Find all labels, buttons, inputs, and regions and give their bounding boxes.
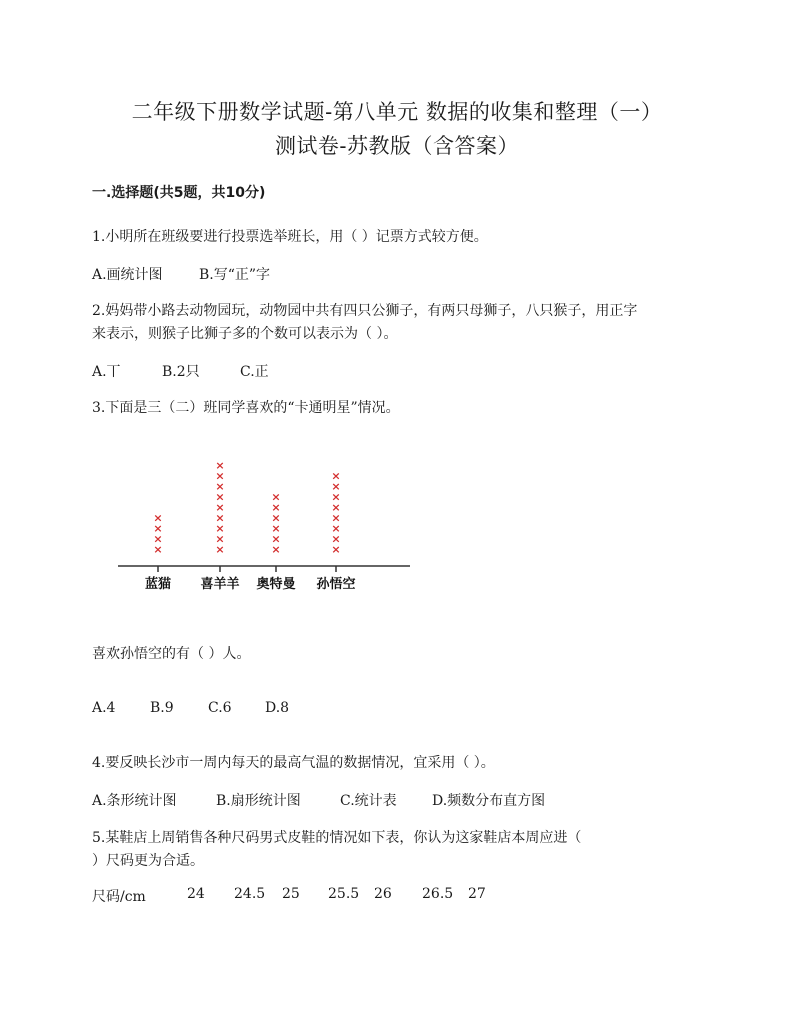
tally-mark: × — [271, 522, 281, 535]
q2-option-c: C.正 — [240, 364, 269, 380]
category-label: 喜羊羊 — [200, 577, 240, 592]
size-cell: 27 — [468, 886, 486, 902]
q4-option-a: A.条形统计图 — [92, 793, 177, 809]
tally-mark: × — [153, 543, 163, 556]
tally-mark: × — [331, 511, 341, 525]
q4-option-b: B.扇形统计图 — [216, 793, 301, 809]
tally-mark: × — [271, 511, 281, 525]
size-cell: 26 — [374, 886, 392, 902]
tally-mark: × — [215, 459, 225, 472]
size-cell: 24 — [187, 886, 205, 902]
question-2-text-line-2: 来表示，则猴子比狮子多的个数可以表示为（ ）。 — [92, 326, 398, 342]
tally-mark: × — [153, 522, 163, 535]
q1-option-b: B.写“正”字 — [199, 267, 271, 283]
tally-mark: × — [215, 469, 225, 483]
tally-mark: × — [331, 490, 341, 504]
tally-mark: × — [331, 543, 341, 556]
q3-option-b: B.9 — [150, 700, 174, 716]
tally-mark: × — [271, 543, 281, 556]
q3-option-a: A.4 — [92, 700, 116, 716]
question-5-text-line-2: ）尺码更为合适。 — [92, 853, 204, 869]
tally-mark: × — [215, 511, 225, 525]
category-label: 奥特曼 — [256, 577, 296, 592]
tally-mark: × — [215, 532, 225, 546]
question-1-text: 1.小明所在班级要进行投票选举班长，用（ ）记票方式较方便。 — [92, 229, 488, 245]
tally-mark: × — [331, 469, 341, 483]
page-title-line-1: 二年级下册数学试题-第八单元 数据的收集和整理（一） — [131, 100, 663, 124]
question-2-text-line-1: 2.妈妈带小路去动物园玩，动物园中共有四只公狮子，有两只母狮子，八只猴子，用正字 — [92, 303, 638, 319]
tally-mark: × — [331, 532, 341, 546]
q3-option-c: C.6 — [208, 700, 232, 716]
q2-option-a: A.丅 — [92, 364, 121, 380]
tally-mark: × — [215, 490, 225, 504]
tally-mark: × — [271, 501, 281, 514]
tally-mark: × — [215, 501, 225, 514]
size-cell: 25 — [282, 886, 300, 902]
size-table-header: 尺码/cm — [92, 889, 146, 905]
tally-mark: × — [271, 490, 281, 504]
tally-mark: × — [331, 480, 341, 493]
tally-mark: × — [215, 522, 225, 535]
tally-mark: × — [215, 480, 225, 493]
tally-mark: × — [153, 532, 163, 546]
question-5-text-line-1: 5.某鞋店上周销售各种尺码男式皮鞋的情况如下表，你认为这家鞋店本周应进（ — [92, 830, 582, 846]
tally-mark: × — [331, 522, 341, 535]
size-cell: 26.5 — [422, 886, 454, 902]
size-cell: 24.5 — [234, 886, 266, 902]
question-3-question: 喜欢孙悟空的有（ ）人。 — [92, 646, 251, 662]
q2-option-b: B.2只 — [162, 364, 200, 380]
page-title-line-2: 测试卷-苏教版（含答案） — [274, 134, 520, 158]
q4-option-d: D.频数分布直方图 — [432, 793, 546, 809]
q4-option-c: C.统计表 — [340, 793, 397, 809]
question-3-text: 3.下面是三（二）班同学喜欢的“卡通明星”情况。 — [92, 400, 400, 416]
q3-option-d: D.8 — [265, 700, 290, 716]
tally-mark: × — [331, 501, 341, 514]
category-label: 蓝猫 — [144, 577, 172, 592]
q1-option-a: A.画统计图 — [92, 267, 163, 283]
question-4-text: 4.要反映长沙市一周内每天的最高气温的数据情况，宜采用（ ）。 — [92, 755, 495, 771]
tally-mark: × — [215, 543, 225, 556]
tally-chart — [112, 440, 422, 600]
size-cell: 25.5 — [328, 886, 360, 902]
category-label: 孙悟空 — [316, 577, 356, 592]
section-heading: 一.选择题(共5题，共10分) — [92, 185, 266, 201]
tally-mark: × — [153, 511, 163, 525]
tally-mark: × — [271, 532, 281, 546]
